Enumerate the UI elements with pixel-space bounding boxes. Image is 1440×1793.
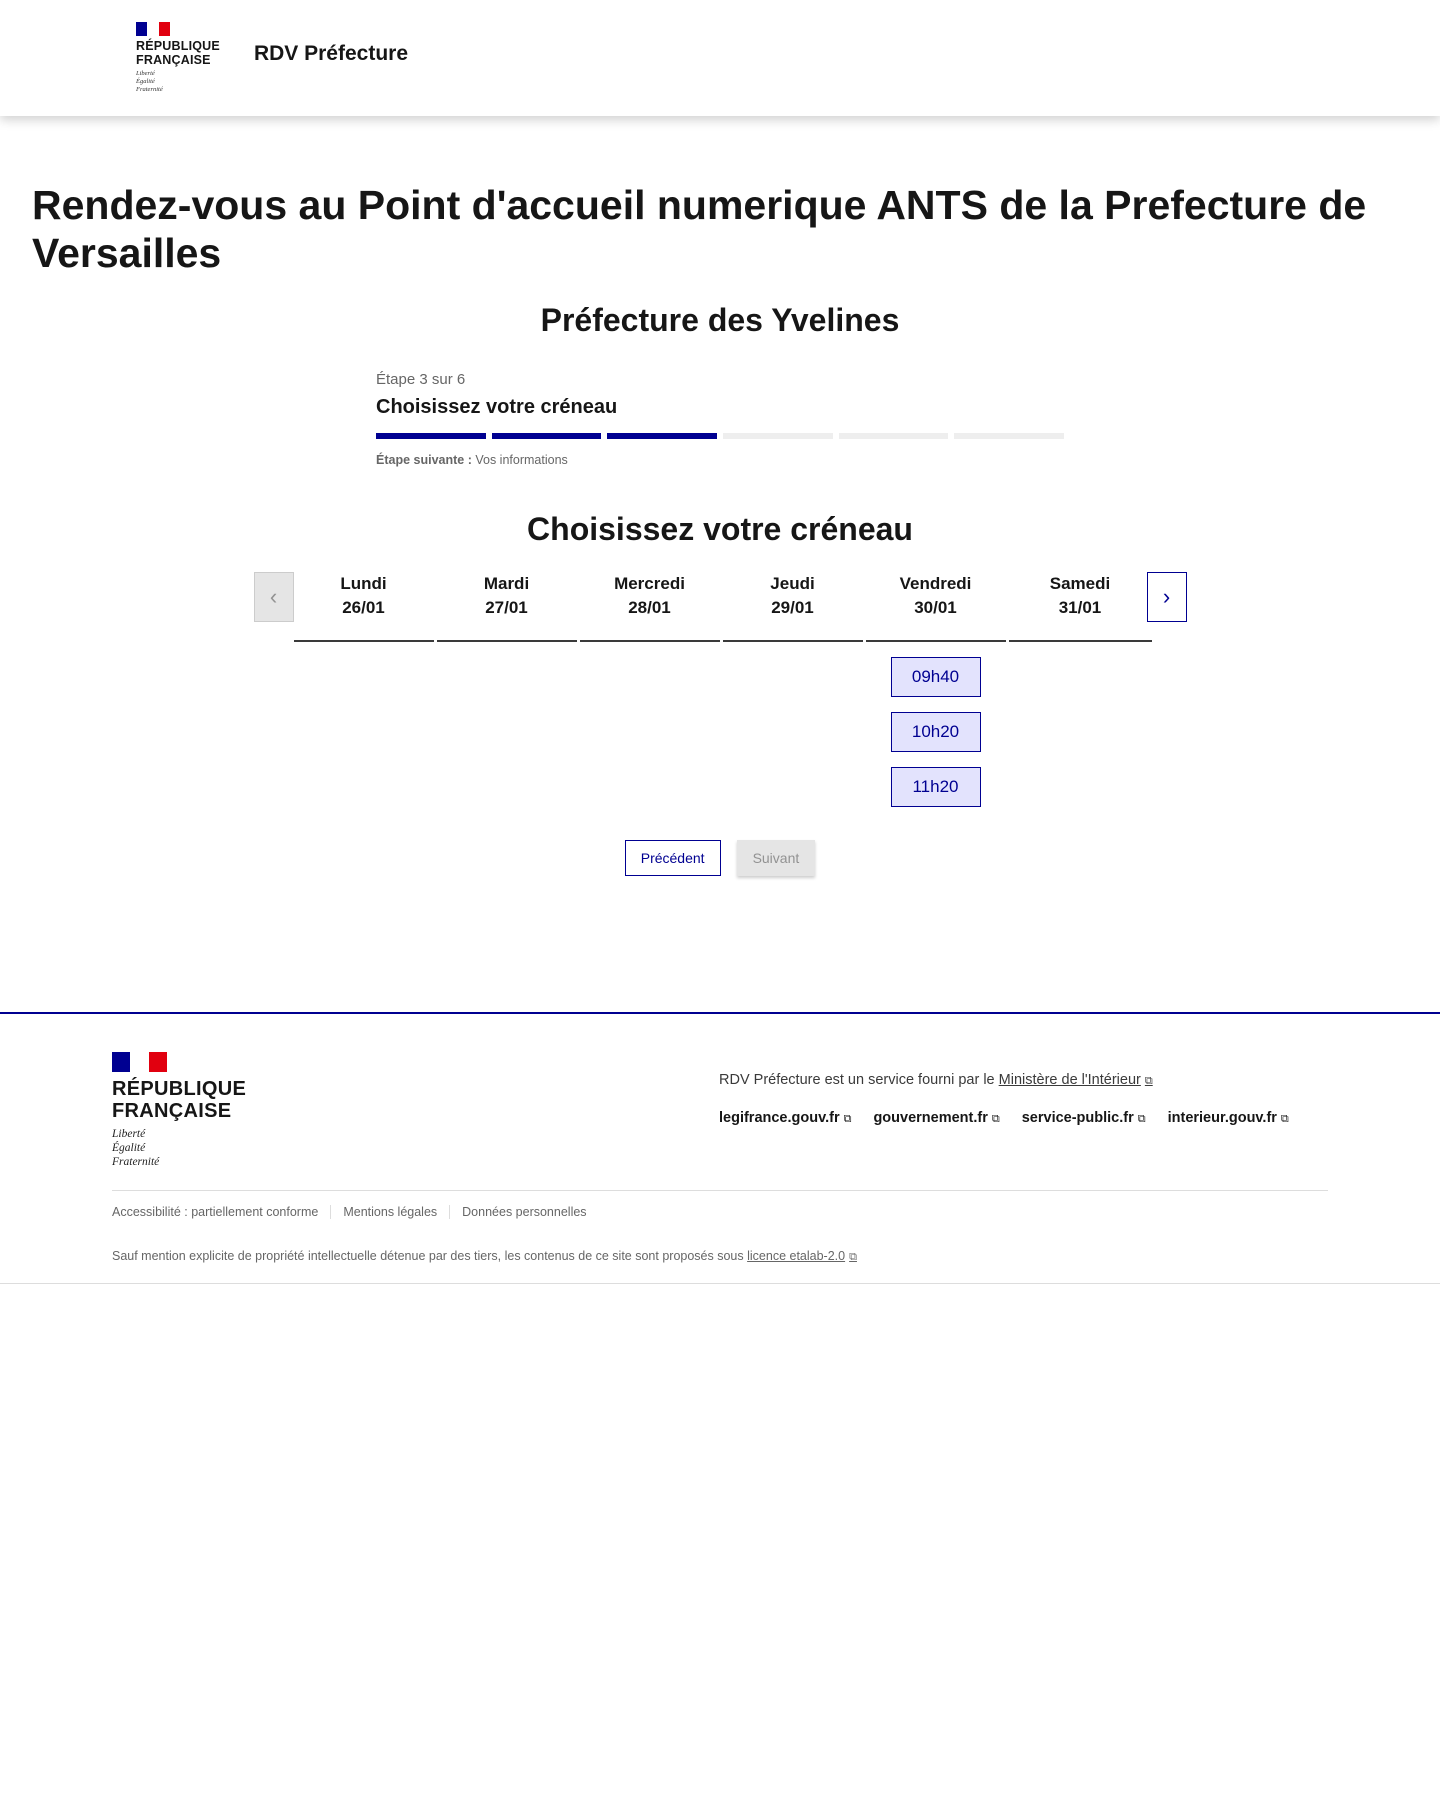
day-name: Lundi — [340, 574, 387, 593]
footer-bottom — [112, 1190, 1328, 1264]
step-bar-segment — [607, 433, 717, 439]
day-date: 27/01 — [485, 598, 528, 617]
organisation-title: Préfecture des Yvelines — [540, 302, 900, 338]
next-button-disabled: Suivant — [737, 840, 816, 876]
day-header — [866, 572, 1006, 642]
day-name: Mardi — [483, 574, 530, 593]
day-name: Vendredi — [899, 574, 972, 593]
calendar-day-lundi — [294, 572, 437, 807]
logo-line: FRANÇAISE — [112, 1100, 232, 1122]
external-link-icon: ⧉ — [1144, 1075, 1153, 1087]
calendar-day-mardi — [437, 572, 580, 807]
step-next-label: Étape suivante : — [376, 453, 472, 467]
day-date: 29/01 — [771, 598, 814, 617]
day-date: 26/01 — [342, 598, 385, 617]
marianne-flag-icon — [112, 1052, 167, 1072]
slot-section-title: Choisissez votre créneau — [527, 511, 913, 547]
calendar-day-vendredi — [866, 572, 1009, 807]
step-bar-segment — [492, 433, 602, 439]
day-name: Jeudi — [770, 574, 815, 593]
time-slot-button[interactable]: 11h20 — [891, 767, 981, 807]
motto: Liberté Égalité Fraternité — [112, 1128, 160, 1168]
footer-description: RDV Préfecture est un service fourni par le Ministère de l'Intérieur ⧉ — [719, 1072, 1153, 1088]
day-date: 31/01 — [1058, 598, 1102, 617]
main-content — [0, 181, 1440, 876]
marianne-flag-icon — [136, 22, 170, 36]
day-name: Mercredi — [614, 574, 685, 593]
footer-license: Sauf mention explicite de propriété intellectuelle détenue par des tiers, les contenus de ce site sont proposés sous licence etalab-2.0 ⧉ — [112, 1249, 857, 1263]
previous-week-button[interactable] — [254, 572, 294, 622]
external-link-icon: ⧉ — [991, 1113, 1000, 1125]
logo-line: FRANÇAISE — [136, 53, 211, 67]
calendar-day-jeudi — [723, 572, 866, 807]
step-next-value: Vos informations — [475, 453, 568, 467]
day-header — [1009, 572, 1152, 642]
form-actions — [0, 840, 1440, 876]
logo-line: RÉPUBLIQUE — [112, 1078, 247, 1100]
footer-bottom-links — [112, 1205, 1328, 1219]
previous-button[interactable]: Précédent — [625, 840, 721, 876]
calendar-day-mercredi — [580, 572, 723, 807]
footer-republique-francaise-logo[interactable] — [112, 1052, 246, 1169]
republique-francaise-logo[interactable] — [136, 22, 220, 94]
footer-link[interactable]: gouvernement.fr ⧉ — [873, 1110, 1000, 1126]
page-title: Rendez-vous au Point d'accueil numerique ANTS de la Prefecture de Versailles — [32, 182, 1367, 276]
footer-link[interactable]: legifrance.gouv.fr ⧉ — [719, 1110, 852, 1126]
site-header — [0, 0, 1440, 116]
day-name: Samedi — [1049, 574, 1111, 593]
ministere-link[interactable]: Ministère de l'Intérieur ⧉ — [998, 1072, 1153, 1088]
slot-calendar — [254, 572, 1187, 840]
step-progress-bar — [376, 433, 1064, 439]
chevron-right-icon: › — [1162, 584, 1171, 609]
license-link[interactable]: licence etalab-2.0 ⧉ — [747, 1249, 857, 1263]
footer-content — [719, 1072, 1339, 1126]
step-bar-segment — [723, 433, 833, 439]
time-slot-button[interactable]: 09h40 — [891, 657, 981, 697]
step-title: Choisissez votre créneau — [376, 396, 618, 418]
step-bar-segment — [954, 433, 1064, 439]
site-footer — [0, 1012, 1440, 1284]
footer-bottom-link[interactable]: Accessibilité : partiellement conforme — [112, 1205, 319, 1219]
day-header — [580, 572, 720, 642]
footer-link[interactable]: service-public.fr ⧉ — [1021, 1110, 1146, 1126]
day-header — [437, 572, 577, 642]
stepper — [376, 371, 1064, 467]
calendar-days — [294, 572, 1152, 807]
calendar-day-samedi — [1009, 572, 1152, 807]
external-link-icon: ⧉ — [849, 1251, 857, 1263]
external-link-icon: ⧉ — [1137, 1113, 1146, 1125]
time-slot-button[interactable]: 10h20 — [891, 712, 981, 752]
footer-bottom-link[interactable]: Données personnelles — [449, 1205, 598, 1219]
footer-link[interactable]: interieur.gouv.fr ⧉ — [1167, 1110, 1289, 1126]
motto: Liberté Égalité Fraternité — [136, 70, 163, 93]
external-link-icon: ⧉ — [843, 1113, 852, 1125]
service-title[interactable]: RDV Préfecture — [253, 42, 409, 65]
day-header — [723, 572, 863, 642]
day-header — [294, 572, 434, 642]
step-bar-segment — [376, 433, 486, 439]
day-date: 28/01 — [628, 598, 671, 617]
step-bar-segment — [839, 433, 949, 439]
step-next — [376, 453, 1064, 467]
footer-bottom-link[interactable]: Mentions légales — [330, 1205, 449, 1219]
chevron-left-icon: ‹ — [269, 584, 278, 609]
step-state: Étape 3 sur 6 — [376, 371, 466, 388]
day-date: 30/01 — [914, 598, 957, 617]
next-week-button[interactable] — [1147, 572, 1187, 622]
external-link-icon: ⧉ — [1280, 1113, 1289, 1125]
logo-line: RÉPUBLIQUE — [136, 39, 220, 53]
footer-links — [719, 1110, 1339, 1126]
